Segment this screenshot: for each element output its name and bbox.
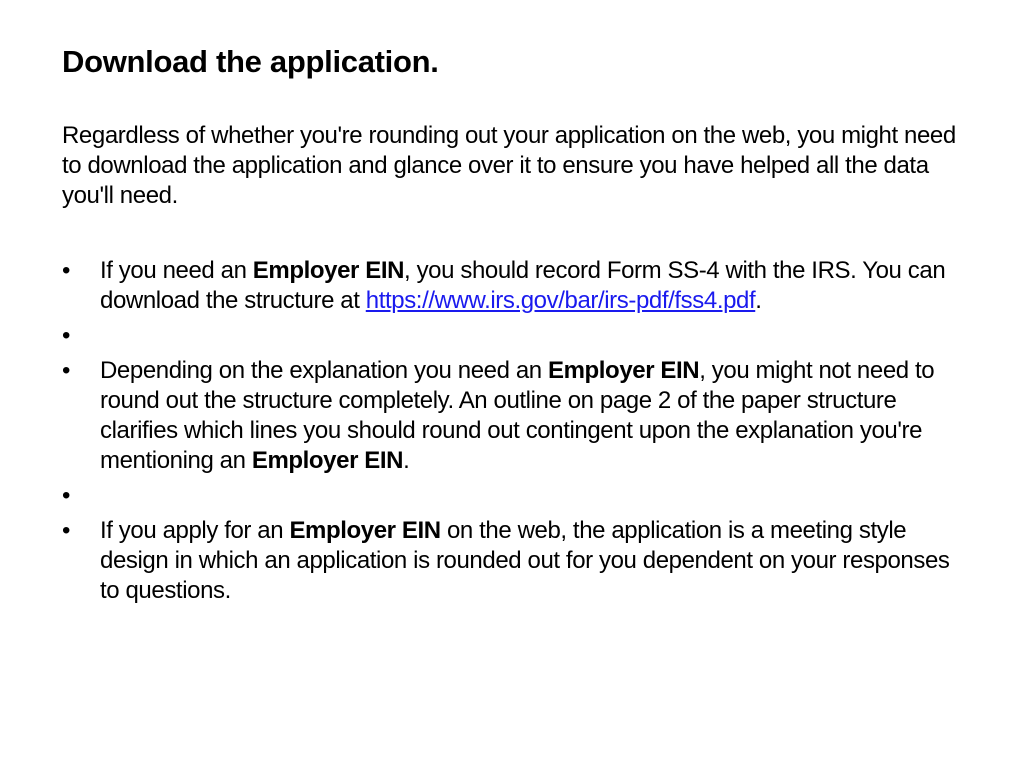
bullet-text: . (403, 447, 410, 474)
employer-ein-term: Employer EIN (251, 447, 404, 474)
bullet-icon: • (62, 517, 71, 544)
list-item-empty (62, 321, 967, 351)
bullet-text: If you apply for an (100, 517, 290, 544)
intro-paragraph: Regardless of whether you're rounding out your application on the web, you might need to download the application and glance over it to ensure you have helped all the data you'll need. (62, 122, 956, 209)
employer-ein-term: Employer EIN (252, 257, 405, 284)
bullet-list (62, 256, 967, 611)
bullet-text: , you should record Form SS-4 with the IRS. You can download the structure at (100, 257, 946, 314)
bullet-text: Depending on the explanation you need an (100, 357, 548, 384)
bullet-text: , you might not need to round out the structure completely. An outline on page 2 of the paper structure clarifies which lines you should round out contingent upon the explanation you're mentioning an (100, 357, 935, 474)
bullet-icon: • (62, 322, 71, 349)
bullet-icon: • (62, 482, 71, 509)
list-item-web-apply (62, 516, 967, 606)
employer-ein-term: Employer EIN (547, 357, 700, 384)
list-item-ss4 (62, 256, 967, 316)
bullet-text: If you need an (100, 257, 253, 284)
bullet-icon: • (62, 257, 71, 284)
list-item-explanation (62, 356, 967, 476)
bullet-text: on the web, the application is a meeting style design in which an application is rounded out for you dependent on your responses to questions. (100, 517, 950, 604)
irs-form-link[interactable]: https://www.irs.gov/bar/irs-pdf/fss4.pdf (365, 287, 756, 314)
bullet-text: . (755, 287, 762, 314)
list-item-empty (62, 481, 967, 511)
employer-ein-term: Employer EIN (289, 517, 441, 544)
bullet-icon: • (62, 357, 71, 384)
page-title: Download the application. (62, 44, 439, 79)
